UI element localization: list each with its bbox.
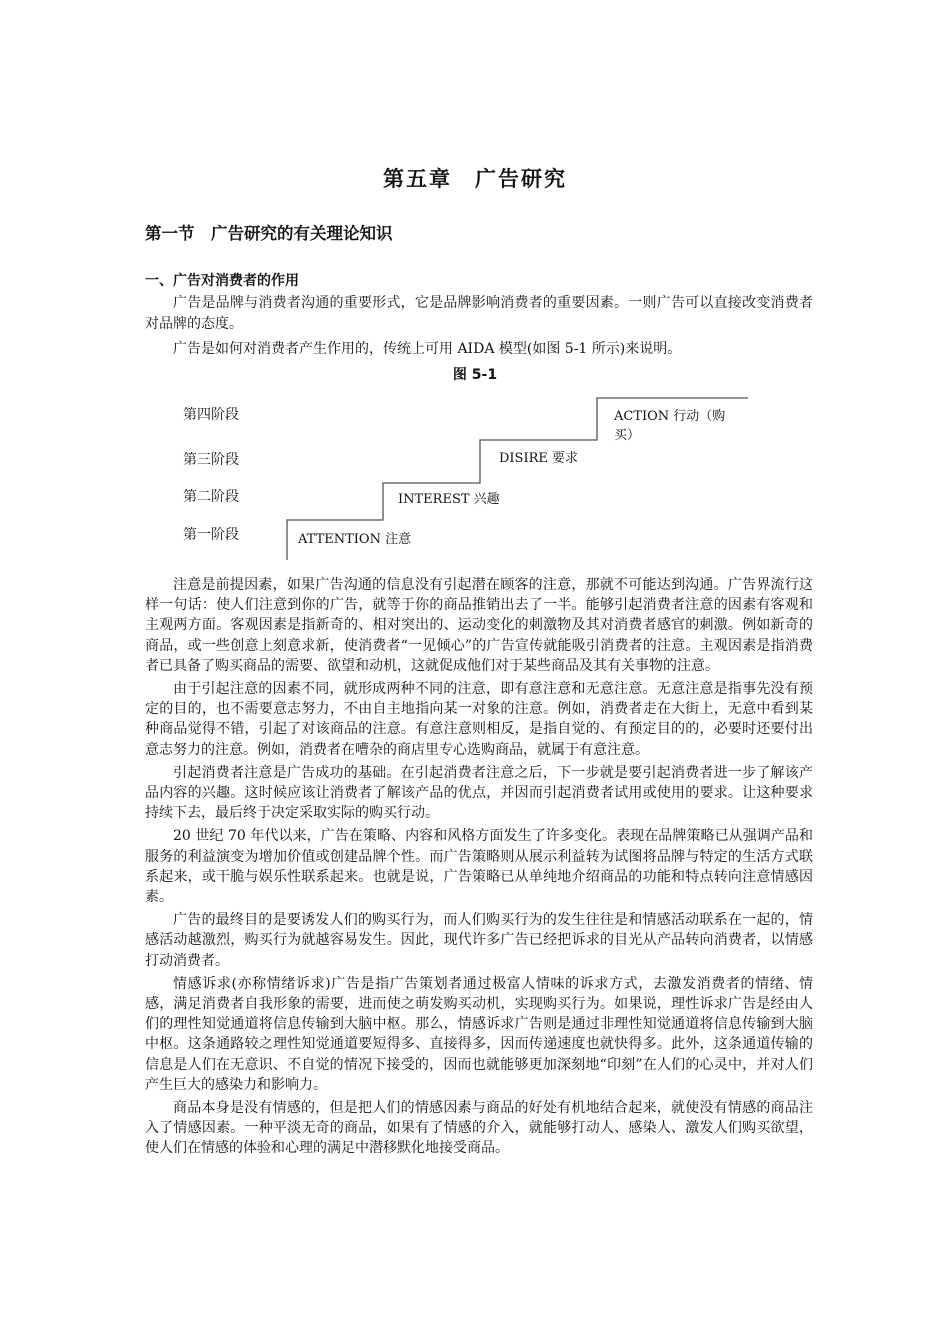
body-paragraph: 广告的最终目的是要诱发人们的购买行为，而人们购买行为的发生往往是和情感活动联系在一起的，情感活动越激烈，购买行为就越容易发生。因此，现代许多广告已经把诉求的目光从产品转向消费者，以情感打动消费者。 — [145, 912, 813, 969]
intro-paragraph: 广告是品牌与消费者沟通的重要形式，它是品牌影响消费者的重要因素。一则广告可以直接改变消费者对品牌的态度。 — [145, 295, 813, 332]
body-paragraph: 情感诉求(亦称情绪诉求)广告是指广告策划者通过极富人情味的诉求方式，去激发消费者的情绪、情感，满足消费者自我形象的需要，进而使之萌发购买动机，实现购买行为。如果说，理性诉求广告是经由人们的理性知觉通道将信息传输到大脑中枢。那么，情感诉求广告则是通过非理性知觉通道将信息传输到大脑中枢。这条通路较之理性知觉通道要短得多、直接得多，因而传递速度也就快得多。此外，这条通道传输的信息是人们在无意识、不自觉的情况下接受的，因而也就能够更加深刻地“印刻”在人们的心灵中，并对人们产生巨大的感染力和影响力。 — [145, 975, 813, 1093]
body-text — [145, 575, 813, 1162]
step-interest: INTEREST 兴趣 — [398, 492, 500, 507]
body-paragraph: 20 世纪 70 年代以来，广告在策略、内容和风格方面发生了许多变化。表现在品牌策略已从强调产品和服务的利益演变为增加价值或创建品牌个性。而广告策略则从展示利益转为试图将品牌与特定的生活方式联系起来，或干脆与娱乐性联系起来。也就是说，广告策略已从单纯地介绍商品的功能和特点转向注意情感因素。 — [145, 828, 813, 906]
aida-staircase-diagram — [0, 0, 950, 600]
body-paragraph: 引起消费者注意是广告成功的基础。在引起消费者注意之后，下一步就是要引起消费者进一步了解该产品内容的兴趣。这时候应该让消费者了解该产品的优点，并因而引起消费者试用或使用的要求。让这种要求持续下去，最后终于决定采取实际的购买行动。 — [145, 764, 813, 822]
step-desire: DISIRE 要求 — [499, 451, 579, 466]
chapter-title: 第五章 广告研究 — [383, 167, 567, 191]
stage-label-4: 第四阶段 — [183, 407, 239, 423]
figure-label: 图 5-1 — [452, 367, 498, 383]
section-title: 第一节 广告研究的有关理论知识 — [145, 224, 393, 243]
body-paragraph: 由于引起注意的因素不同，就形成两种不同的注意，即有意注意和无意注意。无意注意是指事先没有预定的目的，也不需要意志努力，不由自主地指向某一对象的注意。例如，消费者走在大街上，无意中看到某种商品觉得不错，引起了对该商品的注意。有意注意则相反，是指自觉的、有预定目的的，必要时还要付出意志努力的注意。例如，消费者在嘈杂的商店里专心选购商品，就属于有意注意。 — [145, 681, 813, 758]
step-action-line-2: 买） — [614, 428, 641, 443]
stage-label-2: 第二阶段 — [183, 489, 239, 505]
subsection-title: 一、广告对消费者的作用 — [145, 273, 299, 289]
intro-paragraph: 广告是如何对消费者产生作用的，传统上可用 AIDA 模型(如图 5-1 所示)来说明。 — [173, 341, 682, 357]
stage-label-3: 第三阶段 — [183, 452, 239, 468]
step-attention: ATTENTION 注意 — [298, 532, 412, 547]
body-paragraph: 注意是前提因素，如果广告沟通的信息没有引起潜在顾客的注意，那就不可能达到沟通。广告界流行这样一句话：使人们注意到你的广告，就等于你的商品推销出去了一半。能够引起消费者注意的因素有客观和主观两方面。客观因素是指新奇的、相对突出的、运动变化的刺激物及其对消费者感官的刺激。例如新奇的商品，或一些创意上刻意求新，使消费者“一见倾心”的广告宣传就能吸引消费者的注意。主观因素是指消费者已具备了购买商品的需要、欲望和动机，这就促成他们对于某些商品及其有关事物的注意。 — [145, 577, 813, 674]
step-action-line-1: ACTION 行动（购 — [614, 409, 726, 424]
stage-label-1: 第一阶段 — [183, 527, 239, 543]
body-paragraph: 商品本身是没有情感的，但是把人们的情感因素与商品的好处有机地结合起来，就使没有情感的商品注入了情感因素。一种平淡无奇的商品，如果有了情感的介入，就能够打动人、感染人、激发人们购买欲望，使人们在情感的体验和心理的满足中潜移默化地接受商品。 — [145, 1100, 813, 1157]
